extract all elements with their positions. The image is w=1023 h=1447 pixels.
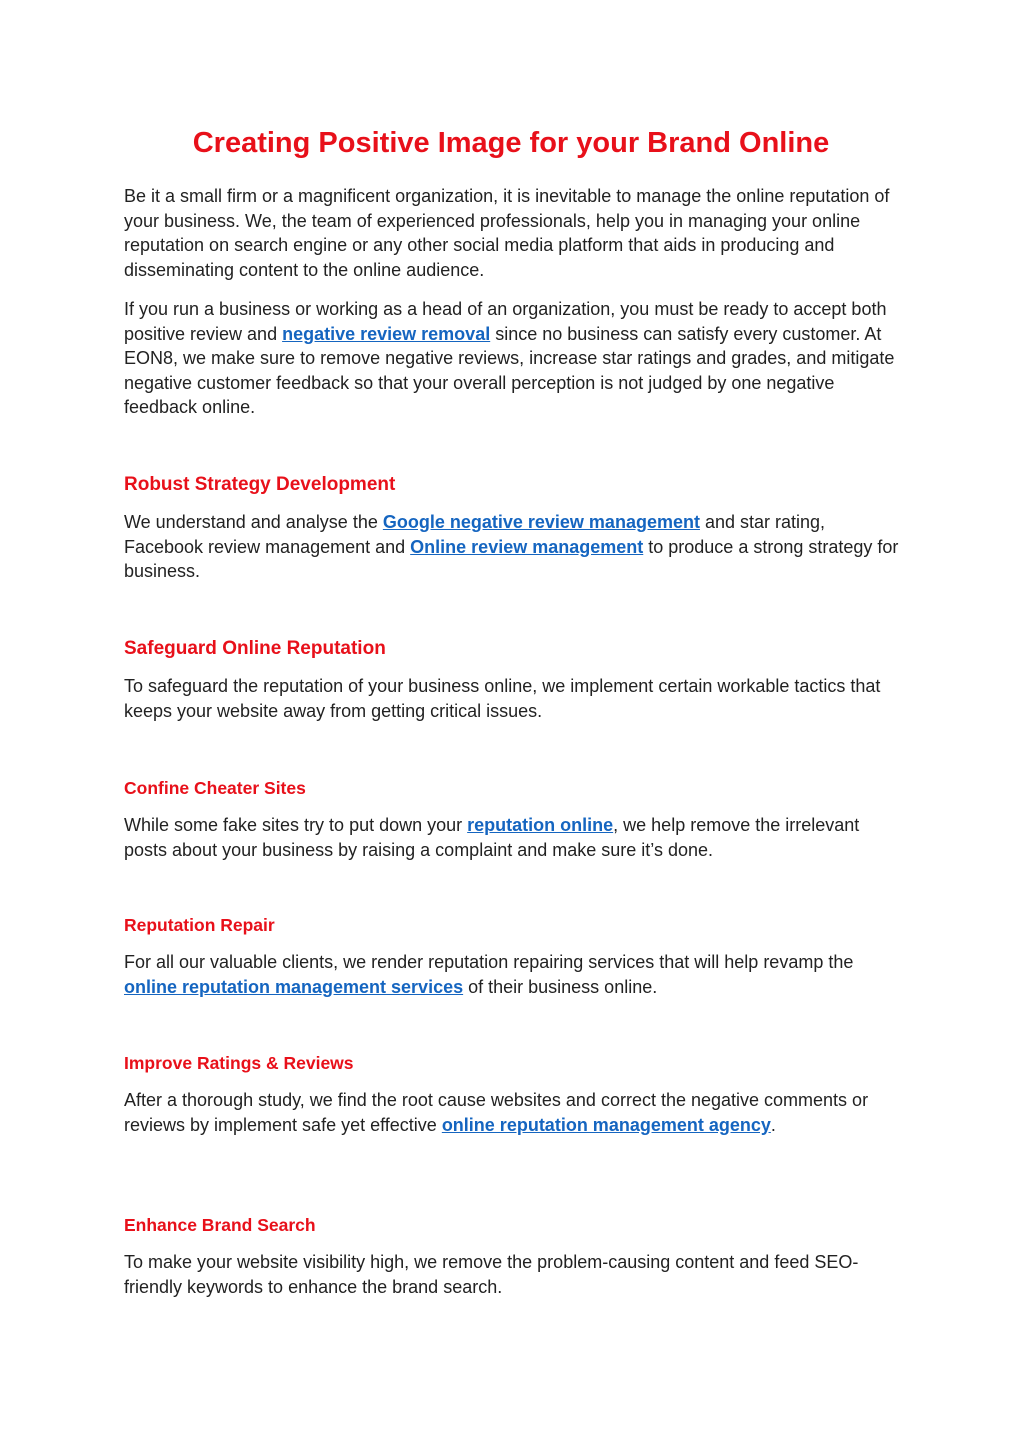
section-improve-ratings — [124, 1051, 904, 1137]
intro-text: Be it a small firm or a magnificent organization, it is inevitable to manage the online reputation of your business. We, the team of experienced professionals, help you in managing your online reputation on search engine or any other social media platform that aids in producing and disseminating content to the online audience. — [124, 186, 890, 280]
section-text — [124, 950, 904, 999]
section-heading: Confine Cheater Sites — [124, 778, 306, 798]
text-run: We understand and analyse the — [124, 512, 383, 532]
text-run: After a thorough study, we find the root cause websites and correct the negative comments or reviews by implement safe yet effective — [124, 1090, 869, 1135]
section-safeguard-reputation — [124, 637, 904, 723]
section-heading: Reputation Repair — [124, 915, 275, 935]
section-text — [124, 510, 904, 584]
section-reputation-repair — [124, 913, 904, 999]
text-run: While some fake sites try to put down your — [124, 815, 468, 835]
section-heading: Safeguard Online Reputation — [124, 638, 386, 659]
negative-review-removal-link[interactable]: negative review removal — [282, 323, 491, 344]
text-run: For all our valuable clients, we render reputation repairing services that will help revamp the — [124, 952, 854, 972]
text-run: . — [770, 1114, 776, 1135]
section-enhance-brand-search — [124, 1213, 904, 1299]
section-text: To make your website visibility high, we remove the problem-causing content and feed SEO-friendly keywords to enhance the brand search. — [124, 1252, 859, 1297]
section-robust-strategy — [124, 473, 904, 584]
reputation-online-link[interactable]: reputation online — [467, 815, 614, 835]
text-run: and star rating, Facebook review management and — [124, 512, 826, 557]
section-heading: Enhance Brand Search — [124, 1215, 316, 1235]
online-reputation-management-agency-link[interactable]: online reputation management agency — [441, 1114, 771, 1135]
section-confine-cheater-sites — [124, 776, 904, 862]
text-run: to produce a strong strategy for business. — [124, 536, 899, 582]
online-review-management-link[interactable]: Online review management — [410, 536, 644, 557]
section-heading: Improve Ratings & Reviews — [124, 1053, 354, 1073]
intro-paragraph-1 — [124, 184, 904, 282]
page-title: Creating Positive Image for your Brand Online — [192, 127, 830, 159]
intro-paragraph-2 — [124, 297, 904, 420]
section-text — [124, 813, 904, 862]
text-run: of their business online. — [463, 976, 658, 997]
section-text — [124, 1088, 904, 1137]
text-run: , we help remove the irrelevant posts about your business by raising a complaint and make sure it’s done. — [124, 815, 860, 860]
text-run: since no business can satisfy every customer. At EON8, we make sure to remove negative reviews, increase star ratings and grades, and mitigate negative customer feedback so that your overall perception is not judged by one negative feedback online. — [124, 323, 895, 418]
intro-text-2 — [124, 297, 904, 420]
google-negative-review-management-link[interactable]: Google negative review management — [382, 512, 700, 532]
text-run: If you run a business or working as a head of an organization, you must be ready to accept both positive review and — [124, 299, 887, 344]
online-reputation-management-services-link[interactable]: online reputation management services — [124, 976, 464, 997]
section-heading: Robust Strategy Development — [124, 474, 396, 495]
section-text: To safeguard the reputation of your business online, we implement certain workable tactics that keeps your website away from getting critical issues. — [124, 676, 881, 721]
